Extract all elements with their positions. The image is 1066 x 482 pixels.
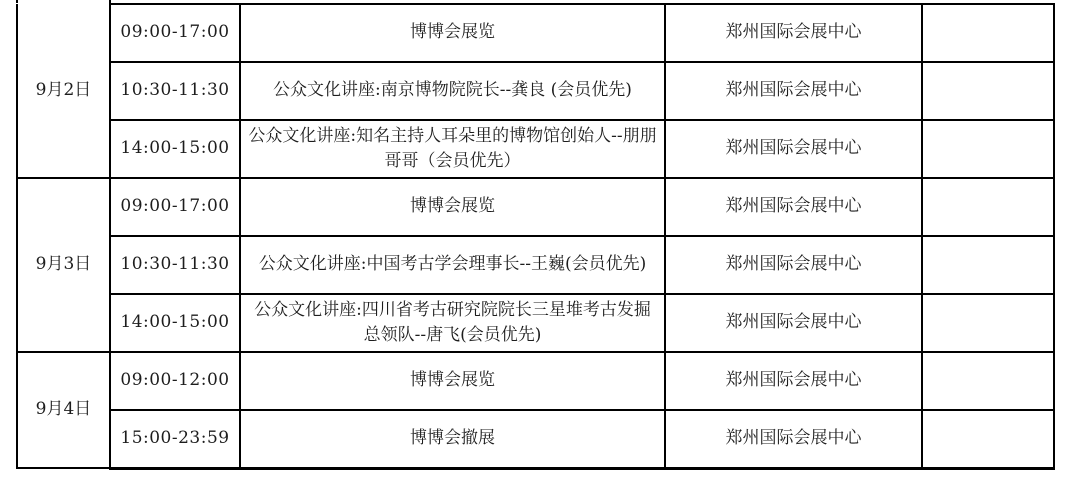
- table-row: [17, 352, 1054, 410]
- notes-cell: [922, 120, 1054, 178]
- time-cell: 09:00-12:00: [110, 352, 240, 410]
- notes-cell: [922, 178, 1054, 236]
- event-cell: 博博会展览: [240, 178, 665, 236]
- location-cell: 郑州国际会展中心: [665, 4, 922, 62]
- time-cell: 14:00-15:00: [110, 294, 240, 352]
- time-cell: 14:00-15:00: [110, 120, 240, 178]
- table-row: [17, 410, 1054, 468]
- date-cell: 9月4日: [17, 352, 110, 468]
- time-cell: 15:00-23:59: [110, 410, 240, 468]
- event-cell: 公众文化讲座:知名主持人耳朵里的博物馆创始人--朋朋哥哥（会员优先）: [240, 120, 665, 178]
- location-cell: 郑州国际会展中心: [665, 178, 922, 236]
- notes-cell: [922, 294, 1054, 352]
- location-cell: 郑州国际会展中心: [665, 62, 922, 120]
- time-cell: 09:00-17:00: [110, 4, 240, 62]
- table-row: [17, 178, 1054, 236]
- location-cell: 郑州国际会展中心: [665, 352, 922, 410]
- location-cell: 郑州国际会展中心: [665, 236, 922, 294]
- notes-cell: [922, 4, 1054, 62]
- event-cell: 公众文化讲座:中国考古学会理事长--王巍(会员优先): [240, 236, 665, 294]
- event-cell: 博博会撤展: [240, 410, 665, 468]
- time-cell: 09:00-17:00: [110, 178, 240, 236]
- table-row: [17, 294, 1054, 352]
- date-cell: 9月3日: [17, 178, 110, 352]
- notes-cell: [922, 352, 1054, 410]
- time-cell: 10:30-11:30: [110, 62, 240, 120]
- table-row: [17, 120, 1054, 178]
- event-cell: 博博会展览: [240, 4, 665, 62]
- event-cell: 博博会展览: [240, 352, 665, 410]
- event-cell: 公众文化讲座:四川省考古研究院院长三星堆考古发掘总领队--唐飞(会员优先): [240, 294, 665, 352]
- table-row: [17, 62, 1054, 120]
- location-cell: 郑州国际会展中心: [665, 294, 922, 352]
- notes-cell: [922, 236, 1054, 294]
- time-cell: 10:30-11:30: [110, 236, 240, 294]
- notes-cell: [922, 62, 1054, 120]
- location-cell: 郑州国际会展中心: [665, 120, 922, 178]
- location-cell: 郑州国际会展中心: [665, 410, 922, 468]
- table-row: [17, 236, 1054, 294]
- event-cell: 公众文化讲座:南京博物院院长--龚良 (会员优先): [240, 62, 665, 120]
- schedule-table-container: [16, 3, 1055, 470]
- schedule-table: [16, 3, 1055, 470]
- notes-cell: [922, 410, 1054, 468]
- date-cell: 9月2日: [17, 4, 110, 178]
- table-row: [17, 4, 1054, 62]
